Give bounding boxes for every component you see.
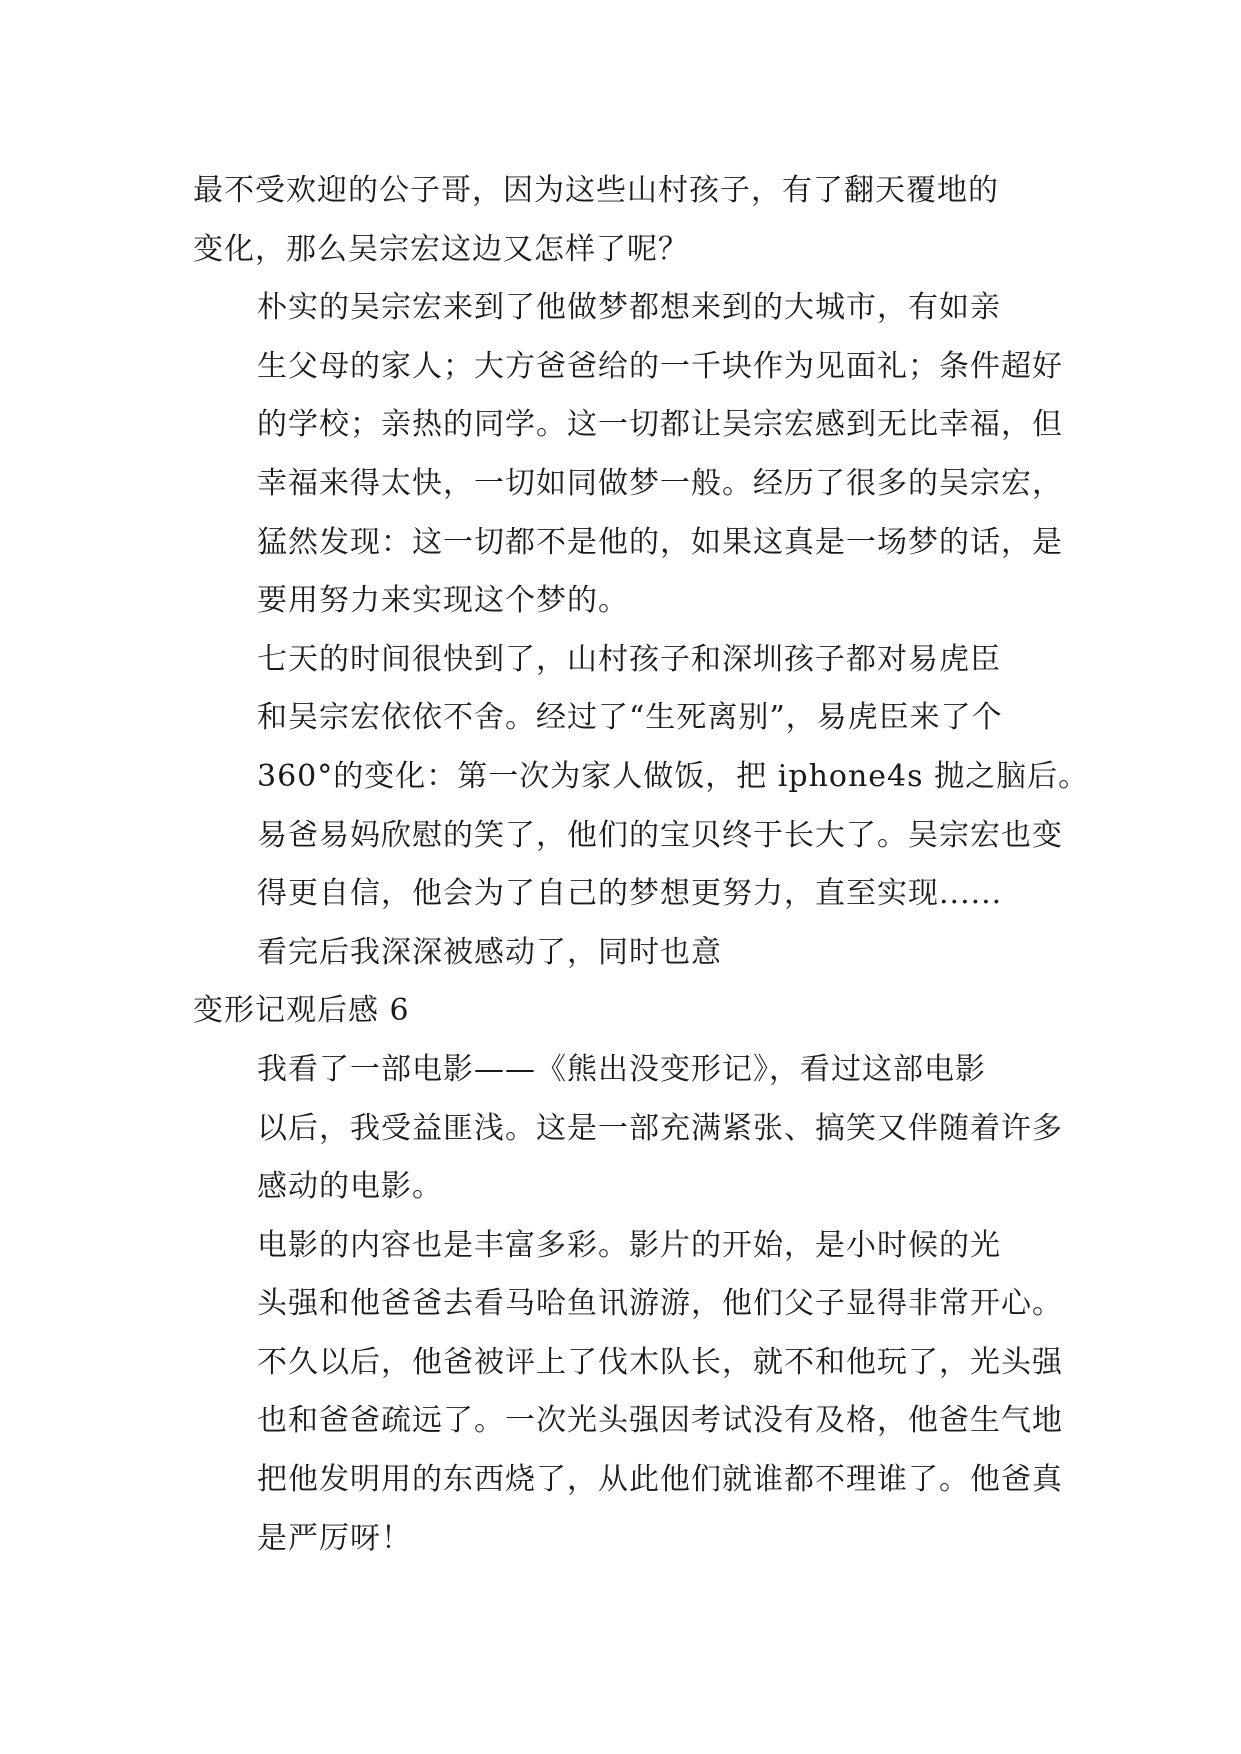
paragraph [193,631,1090,924]
text-line: 七天的时间很快到了，山村孩子和深圳孩子都对易虎臣 [257,641,1001,677]
text-line: 感动的电影。 [257,1169,443,1205]
text-line: 也和爸爸疏远了。一次光头强因考试没有及格，他爸生气地 [257,1403,1063,1439]
text-line: 看完后我深深被感动了，同时也意 [257,934,722,970]
text-line: 朴实的吴宗宏来到了他做梦都想来到的大城市，有如亲 [257,290,1001,326]
text-line: 把他发明用的东西烧了，从此他们就谁都不理谁了。他爸真 [257,1462,1063,1498]
text-line: 头强和他爸爸去看马哈鱼讯游游，他们父子显得非常开心。 [257,1286,1063,1322]
text-line: 不久以后，他爸被评上了伐木队长，就不和他玩了，光头强 [257,1344,1063,1380]
paragraph [193,279,1063,631]
text-line: 生父母的家人；大方爸爸给的一千块作为见面礼；条件超好 [257,348,1063,384]
text-line: 电影的内容也是丰富多彩。影片的开始，是小时候的光 [257,1227,1001,1263]
document-body [193,162,1090,1568]
text-line: 和吴宗宏依依不舍。经过了“生死离别”，易虎臣来了个 [257,700,1003,736]
text-line: 是严厉呀！ [257,1520,412,1556]
paragraph [193,1041,1063,1217]
text-line: 易爸易妈欣慰的笑了，他们的宝贝终于长大了。吴宗宏也变 [257,817,1063,853]
paragraph [193,1217,1063,1569]
text-line: 最不受欢迎的公子哥，因为这些山村孩子，有了翻天覆地的 [193,173,999,208]
paragraph [193,162,1053,279]
text-line: 幸福来得太快，一切如同做梦一般。经历了很多的吴宗宏， [257,465,1063,501]
text-line: 变化，那么吴宗宏这边又怎样了呢？ [193,231,689,267]
text-line: 猛然发现：这一切都不是他的，如果这真是一场梦的话，是 [257,524,1063,560]
text-line: 要用努力来实现这个梦的。 [257,583,629,619]
text-line: 的学校；亲热的同学。这一切都让吴宗宏感到无比幸福，但 [257,407,1063,443]
section-heading [193,982,1053,1041]
paragraph [193,924,1053,983]
text-line: 得更自信，他会为了自己的梦想更努力，直至实现...... [257,876,1003,912]
text-line: 360°的变化：第一次为家人做饭，把 iphone4s 抛之脑后。 [257,758,1090,794]
text-line: 变形记观后感 6 [193,993,410,1029]
text-line: 我看了一部电影——《熊出没变形记》，看过这部电影 [257,1051,986,1087]
text-line: 以后，我受益匪浅。这是一部充满紧张、搞笑又伴随着许多 [257,1110,1063,1146]
